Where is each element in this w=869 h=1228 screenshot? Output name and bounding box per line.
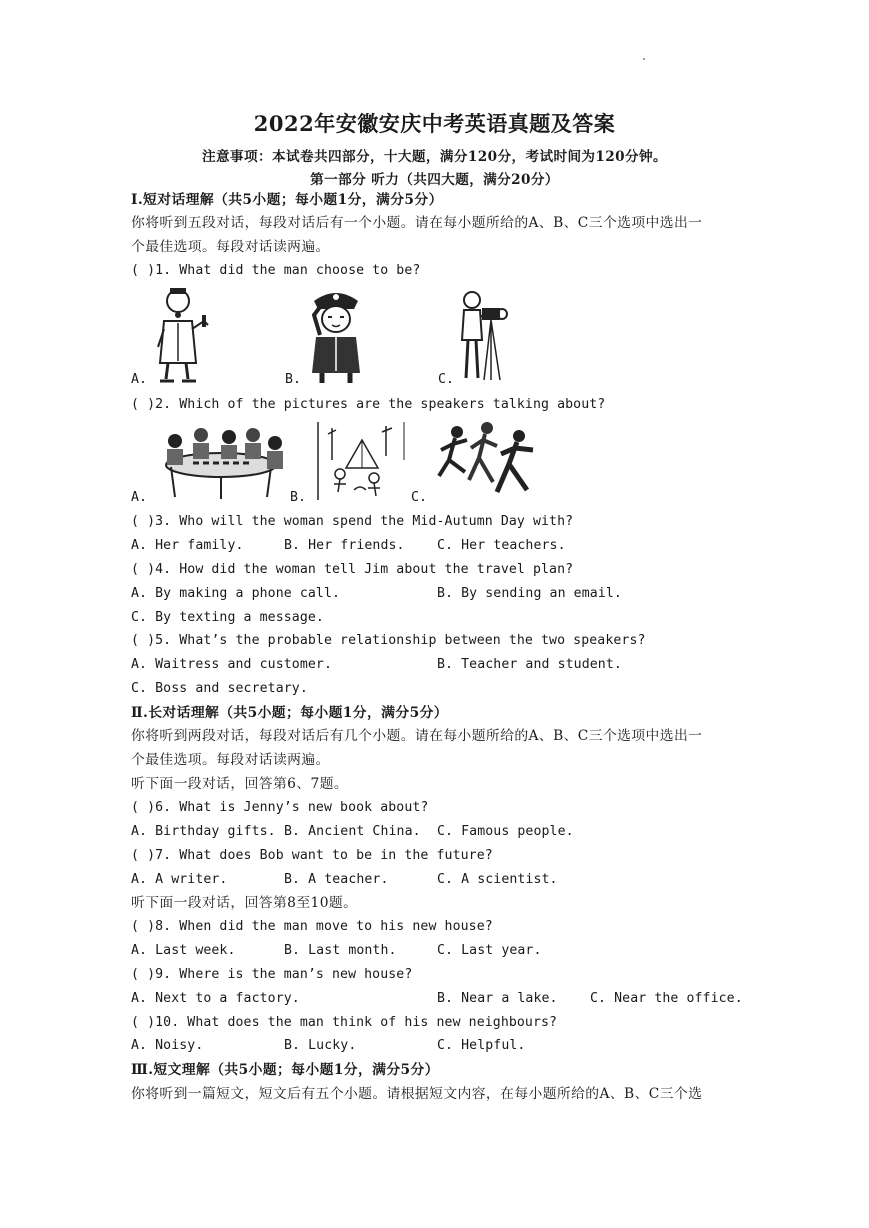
section-three-intro-line-1: 你将听到一篇短文，短文后有五个小题。请根据短文内容，在每小题所给的A、B、C三个选 bbox=[131, 1086, 703, 1102]
doctor-icon bbox=[152, 285, 214, 385]
part-one-heading: 第一部分 听力（共四大题，满分20分） bbox=[310, 172, 559, 188]
question-7: ( )7. What does Bob want to be in the future? bbox=[131, 848, 493, 863]
q3-option-c: C. Her teachers. bbox=[437, 538, 566, 553]
section-two-intro-line-2: 个最佳选项。每段对话读两遍。 bbox=[131, 752, 330, 768]
camping-icon bbox=[314, 420, 408, 502]
q5-option-b: B. Teacher and student. bbox=[437, 657, 622, 672]
question-10: ( )10. What does the man think of his new neighbours? bbox=[131, 1015, 558, 1030]
page-title: 2022年安徽安庆中考英语真题及答案 bbox=[253, 111, 616, 136]
question-6: ( )6. What is Jenny’s new book about? bbox=[131, 800, 429, 815]
question-3: ( )3. Who will the woman spend the Mid-Autumn Day with? bbox=[131, 514, 574, 529]
q2-option-b-label: B. bbox=[290, 490, 307, 505]
q5-option-a: A. Waitress and customer. bbox=[131, 657, 332, 672]
q6-option-a: A. Birthday gifts. bbox=[131, 824, 276, 839]
q10-option-c: C. Helpful. bbox=[437, 1038, 526, 1053]
q9-option-c: C. Near the office. bbox=[590, 991, 743, 1006]
q7-option-c: C. A scientist. bbox=[437, 872, 558, 887]
page-mark bbox=[643, 58, 645, 60]
section-one-intro-line-1: 你将听到五段对话，每段对话后有一个小题。请在每小题所给的A、B、C三个选项中选出一 bbox=[131, 215, 703, 231]
question-4: ( )4. How did the woman tell Jim about the travel plan? bbox=[131, 562, 574, 577]
q6-option-b: B. Ancient China. bbox=[284, 824, 421, 839]
q2-option-a-label: A. bbox=[131, 490, 148, 505]
question-2: ( )2. Which of the pictures are the speakers talking about? bbox=[131, 397, 606, 412]
q1-option-c-label: C. bbox=[438, 372, 455, 387]
question-9: ( )9. Where is the man’s new house? bbox=[131, 967, 413, 982]
q4-option-c: C. By texting a message. bbox=[131, 610, 324, 625]
q8-option-b: B. Last month. bbox=[284, 943, 397, 958]
q2-option-c-label: C. bbox=[411, 490, 428, 505]
q10-option-a: A. Noisy. bbox=[131, 1038, 204, 1053]
question-8: ( )8. When did the man move to his new house? bbox=[131, 919, 493, 934]
q9-option-a: A. Next to a factory. bbox=[131, 991, 300, 1006]
section-one-intro-line-2: 个最佳选项。每段对话读两遍。 bbox=[131, 239, 330, 255]
q3-option-b: B. Her friends. bbox=[284, 538, 405, 553]
q1-option-b-label: B. bbox=[285, 372, 302, 387]
q7-option-a: A. A writer. bbox=[131, 872, 228, 887]
running-icon bbox=[435, 420, 543, 502]
dialogue-two-instruction: 听下面一段对话，回答第8至10题。 bbox=[131, 895, 358, 911]
q5-option-c: C. Boss and secretary. bbox=[131, 681, 308, 696]
q3-option-a: A. Her family. bbox=[131, 538, 244, 553]
family-dinner-icon bbox=[153, 425, 288, 500]
dialogue-one-instruction: 听下面一段对话，回答第6、7题。 bbox=[131, 776, 349, 792]
question-1: ( )1. What did the man choose to be? bbox=[131, 263, 421, 278]
q6-option-c: C. Famous people. bbox=[437, 824, 574, 839]
police-officer-icon bbox=[306, 285, 366, 385]
q9-option-b: B. Near a lake. bbox=[437, 991, 558, 1006]
section-two-intro-line-1: 你将听到两段对话，每段对话后有几个小题。请在每小题所给的A、B、C三个选项中选出一 bbox=[131, 728, 703, 744]
question-5: ( )5. What’s the probable relationship between the two speakers? bbox=[131, 633, 646, 648]
section-one-heading: Ⅰ.短对话理解（共5小题；每小题1分，满分5分） bbox=[131, 192, 443, 208]
q8-option-a: A. Last week. bbox=[131, 943, 236, 958]
q7-option-b: B. A teacher. bbox=[284, 872, 389, 887]
section-two-heading: Ⅱ.长对话理解（共5小题；每小题1分，满分5分） bbox=[131, 705, 448, 721]
q4-option-a: A. By making a phone call. bbox=[131, 586, 341, 601]
q8-option-c: C. Last year. bbox=[437, 943, 542, 958]
camera-operator-icon bbox=[458, 288, 510, 384]
q10-option-b: B. Lucky. bbox=[284, 1038, 357, 1053]
notice: 注意事项：本试卷共四部分，十大题，满分120分，考试时间为120分钟。 bbox=[202, 149, 667, 165]
section-three-heading: Ⅲ.短文理解（共5小题；每小题1分，满分5分） bbox=[131, 1062, 439, 1078]
q4-option-b: B. By sending an email. bbox=[437, 586, 622, 601]
q1-option-a-label: A. bbox=[131, 372, 148, 387]
